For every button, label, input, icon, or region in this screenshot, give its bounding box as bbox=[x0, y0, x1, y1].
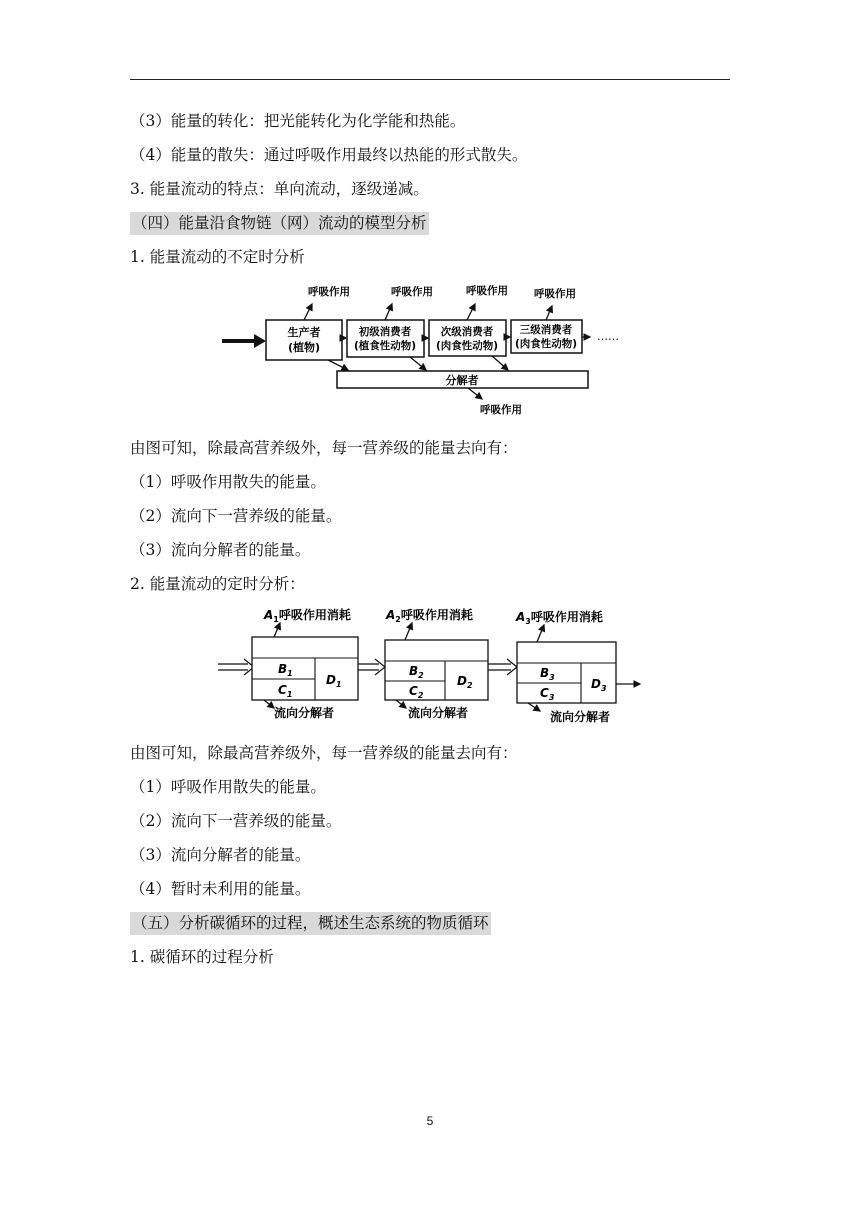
trophic-level-3-block bbox=[517, 642, 616, 703]
label-c3: $C_3$ bbox=[540, 686, 555, 702]
label-to-decomposer-1: 流向分解者 bbox=[274, 706, 335, 720]
decomposer-label: 分解者 bbox=[445, 374, 479, 387]
trophic-level-2-block bbox=[385, 640, 488, 700]
header-rule bbox=[130, 79, 730, 80]
label-c2: $C_2$ bbox=[409, 684, 424, 700]
respiration-label-2: 呼吸作用 bbox=[391, 286, 433, 298]
label-to-decomposer-3: 流向分解者 bbox=[550, 710, 611, 724]
list-item-next-level-1: （2）流向下一营养级的能量。 bbox=[130, 507, 342, 525]
untimed-energy-flow-diagram bbox=[220, 282, 625, 422]
section-heading-4 bbox=[130, 213, 429, 233]
respiration-label-4: 呼吸作用 bbox=[534, 288, 576, 300]
label-b1: $B_1$ bbox=[278, 662, 293, 678]
section-heading-5-text: （五）分析碳循环的过程，概述生态系统的物质循环 bbox=[130, 912, 491, 935]
respiration-label-decomposer: 呼吸作用 bbox=[480, 404, 522, 416]
timed-energy-flow-diagram bbox=[214, 603, 654, 728]
primary-consumer-label: 初级消费者 bbox=[358, 326, 412, 338]
paragraph-energy-conversion: （3）能量的转化：把光能转化为化学能和热能。 bbox=[130, 112, 466, 130]
tertiary-consumer-sublabel: (肉食性动物) bbox=[514, 338, 578, 350]
respiration-label-3: 呼吸作用 bbox=[466, 285, 508, 297]
respiration-label-1: 呼吸作用 bbox=[308, 286, 350, 298]
secondary-consumer-sublabel: (肉食性动物) bbox=[435, 340, 499, 352]
list-item-unused-energy: （4）暂时未利用的能量。 bbox=[130, 880, 311, 898]
section-heading-4-text: （四）能量沿食物链（网）流动的模型分析 bbox=[130, 212, 429, 235]
label-to-decomposer-2: 流向分解者 bbox=[408, 706, 469, 720]
list-item-decomposer-1: （3）流向分解者的能量。 bbox=[130, 541, 311, 559]
chain-continuation-ellipsis: …… bbox=[597, 330, 619, 343]
producer-sublabel: (植物) bbox=[287, 341, 321, 354]
primary-consumer-sublabel: (植食性动物) bbox=[353, 340, 417, 352]
label-d3: $D_3$ bbox=[591, 677, 607, 693]
list-item-next-level-2: （2）流向下一营养级的能量。 bbox=[130, 812, 342, 830]
paragraph-energy-destinations-1: 由图可知，除最高营养级外，每一营养级的能量去向有： bbox=[130, 439, 518, 457]
label-a2-respiration: $A_2$呼吸作用消耗 bbox=[386, 608, 473, 624]
paragraph-timed-analysis: 2. 能量流动的定时分析： bbox=[130, 575, 305, 593]
label-b3: $B_3$ bbox=[540, 666, 555, 682]
tertiary-consumer-label: 三级消费者 bbox=[519, 324, 573, 336]
paragraph-energy-dissipation: （4）能量的散失：通过呼吸作用最终以热能的形式散失。 bbox=[130, 146, 528, 164]
list-item-respiration-2: （1）呼吸作用散失的能量。 bbox=[130, 778, 326, 796]
secondary-consumer-label: 次级消费者 bbox=[440, 326, 494, 338]
trophic-level-1-block bbox=[252, 637, 358, 700]
list-item-decomposer-2: （3）流向分解者的能量。 bbox=[130, 846, 311, 864]
producer-label: 生产者 bbox=[287, 326, 321, 339]
paragraph-energy-destinations-2: 由图可知，除最高营养级外，每一营养级的能量去向有： bbox=[130, 744, 518, 762]
label-a3-respiration: $A_3$呼吸作用消耗 bbox=[516, 610, 603, 626]
label-a1-respiration: $A_1$呼吸作用消耗 bbox=[264, 608, 351, 624]
label-d1: $D_1$ bbox=[326, 673, 342, 689]
paragraph-carbon-cycle-analysis: 1. 碳循环的过程分析 bbox=[130, 948, 274, 966]
paragraph-untimed-analysis: 1. 能量流动的不定时分析 bbox=[130, 248, 305, 266]
label-c1: $C_1$ bbox=[278, 683, 293, 699]
section-heading-5 bbox=[130, 913, 491, 933]
label-d2: $D_2$ bbox=[457, 674, 473, 690]
list-item-respiration-1: （1）呼吸作用散失的能量。 bbox=[130, 473, 326, 491]
paragraph-energy-flow-features: 3. 能量流动的特点：单向流动，逐级递减。 bbox=[130, 180, 429, 198]
label-b2: $B_2$ bbox=[409, 664, 424, 680]
page-number: 5 bbox=[426, 1114, 434, 1128]
